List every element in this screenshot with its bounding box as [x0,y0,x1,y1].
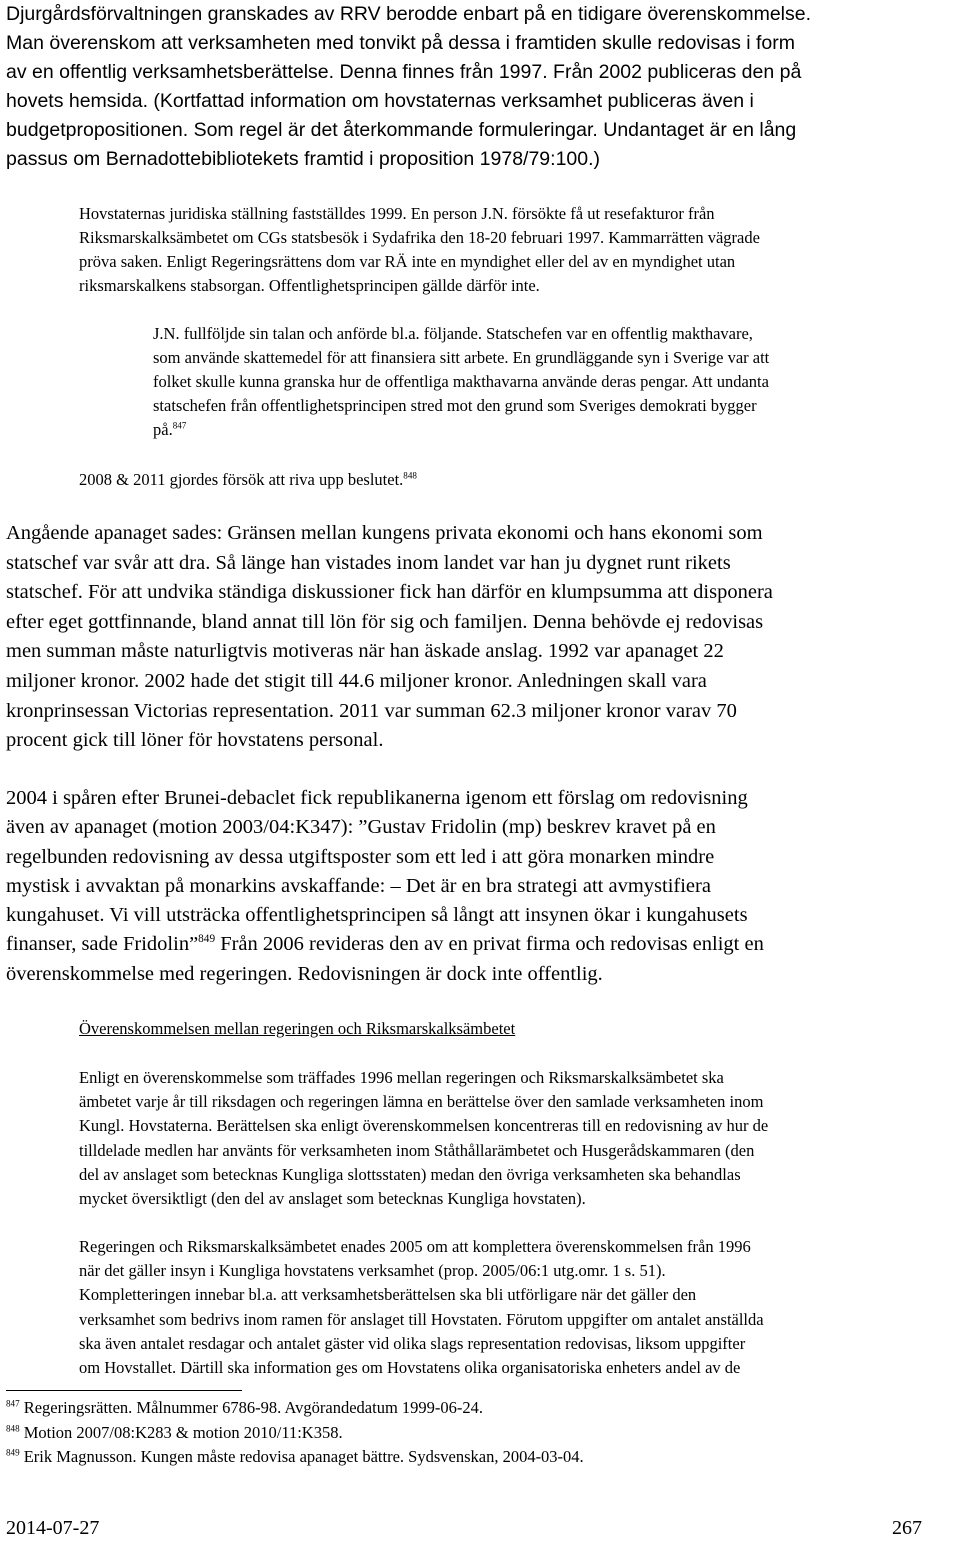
footnote-text: Motion 2007/08:K283 & motion 2010/11:K358. [23,1422,343,1442]
attempts-text: 2008 & 2011 gjordes försök att riva upp beslutet. [79,470,404,489]
footnote-divider [6,1390,242,1391]
footnote-number: 849 [6,1447,20,1458]
agreement-paragraph-1: Enligt en överenskommelse som träffades 1996 mellan regeringen och Riksmarskalksämbetet ska ämbetet varje år till riksdagen och regeringen lämna en berättelse över den samlade verksamheten inom Kungl. Hovstaterna. Berättelsen ska enligt överenskommelsen koncentreras till en redovisning av hur de tilldelade medlen har använts för verksamheten inom Ståthållarämbetet och Husgerådskammaren (den del av anslaget som betecknas Kungliga slottsstaten) medan den övriga verksamheten ska behandlas mycket översiktligt (den del av anslaget som betecknas Kungliga hovstaten). [79,1068,769,1209]
intro-paragraph: Djurgårdsförvaltningen granskades av RRV berodde enbart på en tidigare överenskommelse. Man överenskom att verksamheten med tonvikt på dessa i framtiden skulle redovisas i form av en offentlig verksamhetsberättelse. Denna finnes från 1997. Från 2002 publiceras den på hovets hemsida. (Kortfattad information om hovstaternas verksamhet publiceras även i budgetpropositionen. Som regel är det återkommande formuleringar. Undantaget är en lång passus om Bernadottebibliotekets framtid i proposition 1978/79:100.) [6,3,812,170]
footnotes [6,1396,946,1470]
agreement-paragraph-2: Regeringen och Riksmarskalksämbetet enades 2005 om att komplettera överenskommelsen från 1996 när det gäller insyn i Kungliga hovstatens verksamhet (prop. 2005/06:1 utg.omr. 1 s. 51). Kompletteringen innebar bl.a. att verksamhetsberättelsen ska bli utförligare när det gäller den verksamhet som bedrivs inom ramen för anslaget till Hovstaten. Förutom uppgifter om antalet anställda ska även antalet resdagar och antalet gäster vid olika slags representation redovisas, liksom uppgifter om Hovstallet. Därtill ska information ges om Hovstatens olika organisatoriska enheters andel av de [79,1237,764,1378]
footnote-number: 848 [6,1423,20,1433]
apanage-paragraph: Angående apanaget sades: Gränsen mellan kungens privata ekonomi och hans ekonomi som statschef var svår att dra. Så länge han vistades inom landet var han ju dygnet runt rikets statschef. För att undvika ständiga diskussioner fick han därför en klumpsumma att disponera efter eget gottfinnande, bland annat till lön för sig och familjen. Denna behövde ej redovisas men summan måste naturligtvis motiveras när han äskade anslag. 1992 var apanaget 22 miljoner kronor. 2002 hade det stigit till 44.6 miljoner kronor. Anledningen skall vara kronprinsessan Victorias representation. 2011 var summan 62.3 miljoner kronor varav 70 procent gick till löner för hovstatens personal. [6,522,773,752]
quote-text: J.N. fullföljde sin talan och anförde bl.a. följande. Statschefen var en offentlig makthavare, som använde skattemedel för att finansiera sitt arbete. En grundläggande syn i Sverige var att folket skulle kunna granska hur de offentliga makthavarna använde deras pengar. Att undanta statschefen från offentlighetsprincipen stred mot den grund som Sveriges demokrati bygger på. [153,324,770,439]
footnote-number: 847 [6,1398,20,1409]
footnote-text: Regeringsrätten. Målnummer 6786-98. Avgörandedatum 1999-06-24. [23,1398,484,1417]
footer-date: 2014-07-27 [6,1517,100,1539]
footer-page-number: 267 [892,1517,922,1539]
agreement-heading: Överenskommelsen mellan regeringen och Riksmarskalksämbetet [79,1019,516,1038]
footnote-item [6,1421,946,1446]
brunei-paragraph [6,784,956,989]
footnote-item [6,1445,946,1470]
brunei-text-before: 2004 i spåren efter Brunei-debaclet fick republikanerna igenom ett förslag om redovisning även av apanaget (motion 2003/04:K347): ”Gustav Fridolin (mp) beskrev kravet på en regelbunden redovisning av dessa utgiftsposter som ett led i att göra monarken mindre mystisk i avvaktan på monarkins avskaffande: – Det är en bra strategi att avmystifiera kungahuset. Vi vill utsträcka offentlighetsprincipen så långt att insynen ökar i kungahusets finanser, sade Fridolin” [6,787,748,956]
footnote-ref-848: 848 [403,470,417,481]
brunei-text-after: Från 2006 revideras den av en privat firma och redovisas enligt en överenskommelse med regeringen. Redovisningen är dock inte offentlig. [6,933,764,985]
footnote-ref-849: 849 [198,933,216,946]
quote-paragraph [153,322,953,442]
legal-status-paragraph: Hovstaternas juridiska ställning fastställdes 1999. En person J.N. försökte få ut resefakturor från Riksmarskalksämbetet om CGs statsbesök i Sydafrika den 18-20 februari 1997. Kammarrätten vägrade pröva saken. Enligt Regeringsrättens dom var RÄ inte en myndighet eller del av en myndighet utan riksmarskalkens stabsorgan. Offentlighetsprincipen gällde därför inte. [79,204,760,295]
footnote-ref-847: 847 [172,420,187,431]
footnote-item [6,1396,946,1421]
footnote-text: Erik Magnusson. Kungen måste redovisa apanaget bättre. Sydsvenskan, 2004-03-04. [23,1447,584,1466]
attempts-paragraph [79,468,779,492]
